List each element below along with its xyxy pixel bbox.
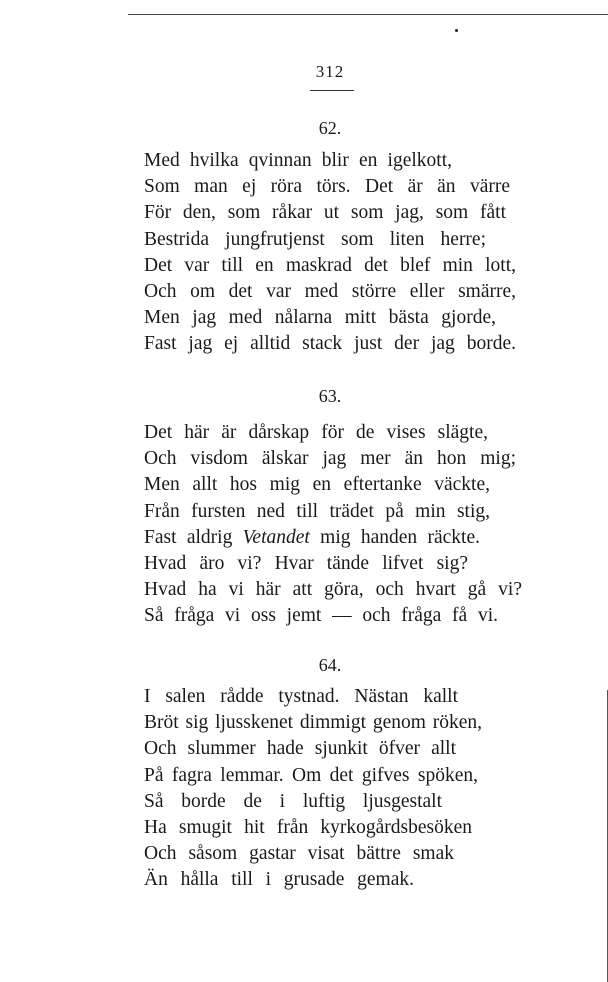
verse-line: Hvad ha vi här att göra, och hvart gå vi? [144, 579, 522, 601]
verse-line: Och om det var med större eller smärre, [144, 280, 516, 302]
verse-line: Så borde de i luftig ljusgestalt [144, 790, 442, 812]
stanza-number-62: 62. [318, 118, 342, 138]
stanza-63 [144, 420, 522, 630]
verse-line: Men allt hos mig en eftertanke väckte, [144, 474, 490, 496]
verse-line: På fagra lemmar. Om det gifves spöken, [144, 764, 478, 786]
verse-line-with-italic [144, 525, 480, 551]
verse-line: Det här är dårskap för de vises slägte, [144, 422, 488, 443]
verse-line: Som man ej röra törs. Det är än värre [144, 176, 510, 198]
verse-line: Och visdom älskar jag mer än hon mig; [144, 448, 516, 470]
verse-line: Bestrida jungfrutjenst som liten herre; [144, 228, 486, 250]
stanza-62 [144, 148, 516, 358]
verse-line: Och såsom gastar visat bättre smak [144, 843, 454, 865]
verse-line: Så fråga vi oss jemt — och fråga få vi. [144, 605, 498, 627]
verse-line: Än hålla till i grusade gemak. [144, 869, 414, 891]
verse-line: Men jag med nålarna mitt bästa gjorde, [144, 307, 496, 329]
print-speck [455, 29, 458, 32]
stanza-64 [144, 684, 482, 894]
verse-line: För den, som råkar ut som jag, som fått [144, 202, 506, 224]
verse-line: Bröt sig ljusskenet dimmigt genom röken, [144, 712, 482, 734]
verse-line: Från fursten ned till trädet på min stig, [144, 500, 490, 522]
top-edge-rule [128, 14, 608, 15]
verse-line: Hvad äro vi? Hvar tände lifvet sig? [144, 552, 468, 574]
page-number: 312 [315, 62, 345, 81]
page-number-underline [310, 90, 354, 91]
verse-line: Och slummer hade sjunkit öfver allt [144, 738, 456, 760]
verse-text: Fast aldrig [144, 526, 243, 548]
verse-line: I salen rådde tystnad. Nästan kallt [144, 686, 458, 707]
verse-line: Det var till en maskrad det blef min lott, [144, 254, 516, 276]
verse-line: Ha smugit hit från kyrkogårdsbesöken [144, 816, 472, 838]
verse-line: Fast jag ej alltid stack just der jag borde. [144, 333, 516, 355]
verse-text: mig handen räckte. [309, 526, 480, 548]
stanza-number-64: 64. [318, 655, 342, 675]
italic-word: Vetandet [242, 526, 310, 548]
verse-line: Med hvilka qvinnan blir en igelkott, [144, 150, 452, 171]
stanza-number-63: 63. [318, 386, 342, 406]
